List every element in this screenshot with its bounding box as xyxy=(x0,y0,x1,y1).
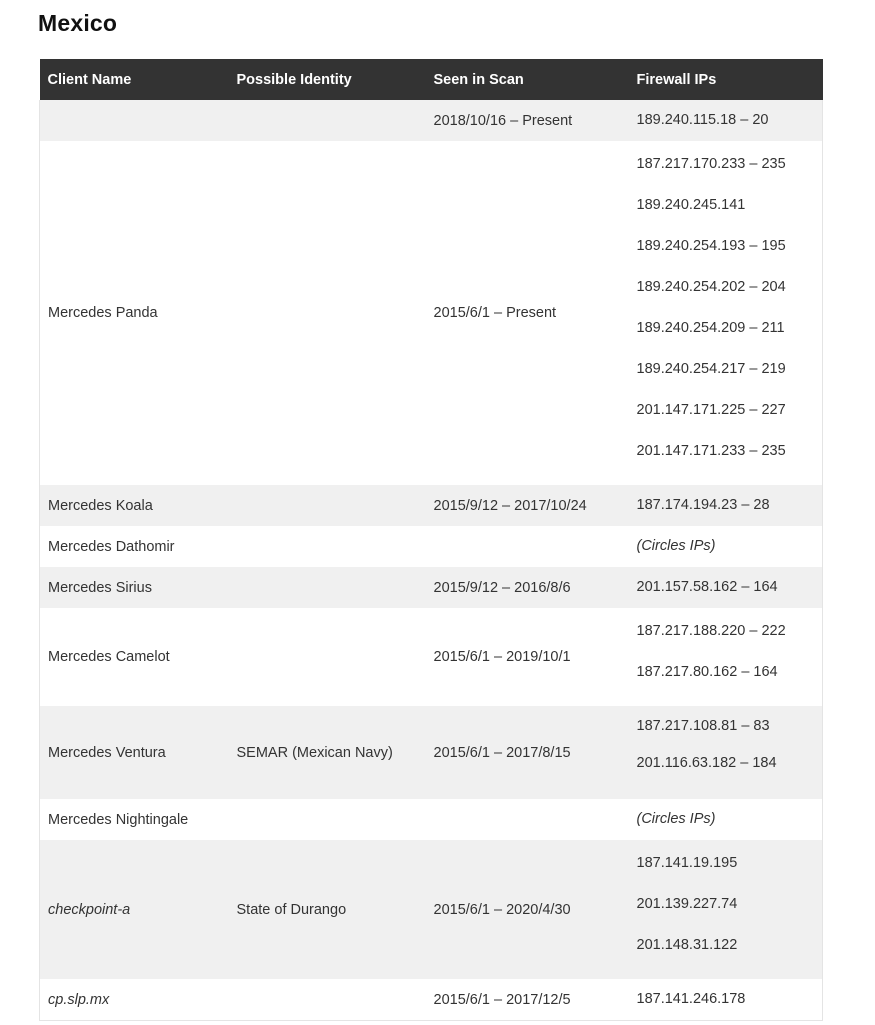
cell-possible-identity xyxy=(229,799,426,840)
cell-possible-identity xyxy=(229,485,426,526)
table-row xyxy=(40,485,823,526)
column-header-client-name: Client Name xyxy=(40,59,229,100)
cell-client-name: Mercedes Koala xyxy=(40,485,229,526)
cell-seen-in-scan: 2015/6/1 – 2017/12/5 xyxy=(426,979,629,1021)
cell-firewall-ips xyxy=(629,141,823,485)
ip-entry: 201.157.58.162 – 164 xyxy=(636,579,778,595)
cell-possible-identity xyxy=(229,100,426,141)
cell-client-name: checkpoint-a xyxy=(40,840,229,979)
ip-entry: 201.148.31.122 xyxy=(636,936,738,953)
cell-possible-identity: State of Durango xyxy=(229,840,426,979)
ip-list xyxy=(637,979,815,1020)
table-row xyxy=(40,840,823,979)
ip-list xyxy=(637,706,815,788)
cell-firewall-ips xyxy=(629,706,823,799)
column-header-seen-in-scan: Seen in Scan xyxy=(426,59,629,100)
cell-client-name: Mercedes Nightingale xyxy=(40,799,229,840)
table-row xyxy=(40,706,823,799)
cell-client-name: Mercedes Ventura xyxy=(40,706,229,799)
cell-possible-identity xyxy=(229,526,426,567)
cell-possible-identity xyxy=(229,979,426,1021)
firewall-table xyxy=(39,59,823,1021)
ip-entry: 189.240.254.217 – 219 xyxy=(636,360,786,377)
cell-seen-in-scan: 2018/10/16 – Present xyxy=(426,100,629,141)
ip-list xyxy=(637,799,815,840)
ip-list xyxy=(637,144,815,472)
cell-seen-in-scan: 2015/6/1 – 2019/10/1 xyxy=(426,608,629,706)
ip-entry: 189.240.254.193 – 195 xyxy=(636,237,786,254)
cell-seen-in-scan: 2015/9/12 – 2017/10/24 xyxy=(426,485,629,526)
ip-list xyxy=(637,526,815,567)
table-row xyxy=(40,567,823,608)
ip-entry: 201.116.63.182 – 184 xyxy=(636,755,777,771)
table-row xyxy=(40,526,823,567)
table-row xyxy=(40,979,823,1021)
ip-entry: (Circles IPs) xyxy=(636,811,716,827)
page-title: Mexico xyxy=(38,10,118,36)
cell-client-name: Mercedes Panda xyxy=(40,141,229,485)
cell-firewall-ips xyxy=(629,799,823,840)
ip-entry: 187.141.19.195 xyxy=(636,854,738,871)
ip-entry: 187.217.170.233 – 235 xyxy=(636,155,786,172)
table-row xyxy=(40,141,823,485)
ip-entry: 189.240.115.18 – 20 xyxy=(636,112,769,128)
cell-seen-in-scan xyxy=(426,526,629,567)
cell-seen-in-scan: 2015/6/1 – Present xyxy=(426,141,629,485)
cell-firewall-ips xyxy=(629,567,823,608)
column-header-firewall-ips: Firewall IPs xyxy=(629,59,823,100)
table-body xyxy=(40,100,823,1021)
ip-entry: (Circles IPs) xyxy=(636,538,716,554)
ip-list xyxy=(637,485,815,526)
ip-entry: 201.147.171.233 – 235 xyxy=(636,442,786,459)
ip-entry: 189.240.245.141 xyxy=(636,196,746,213)
cell-possible-identity xyxy=(229,567,426,608)
cell-seen-in-scan: 2015/9/12 – 2016/8/6 xyxy=(426,567,629,608)
ip-entry: 189.240.254.202 – 204 xyxy=(636,278,786,295)
ip-list xyxy=(637,567,815,608)
cell-possible-identity: SEMAR (Mexican Navy) xyxy=(229,706,426,799)
cell-possible-identity xyxy=(229,608,426,706)
ip-list xyxy=(637,843,815,966)
table-row xyxy=(40,608,823,706)
table-header xyxy=(40,59,823,100)
cell-firewall-ips xyxy=(629,526,823,567)
ip-entry: 189.240.254.209 – 211 xyxy=(636,319,785,336)
cell-client-name: Mercedes Dathomir xyxy=(40,526,229,567)
ip-entry: 187.217.80.162 – 164 xyxy=(636,663,778,680)
cell-seen-in-scan: 2015/6/1 – 2017/8/15 xyxy=(426,706,629,799)
cell-seen-in-scan xyxy=(426,799,629,840)
table-row xyxy=(40,100,823,141)
ip-entry: 187.217.188.220 – 222 xyxy=(636,622,786,639)
cell-client-name: Mercedes Sirius xyxy=(40,567,229,608)
ip-entry: 201.139.227.74 xyxy=(636,895,738,912)
ip-list xyxy=(637,611,815,693)
cell-firewall-ips xyxy=(629,979,823,1021)
ip-entry: 187.141.246.178 xyxy=(636,991,746,1007)
cell-firewall-ips xyxy=(629,840,823,979)
cell-client-name: cp.slp.mx xyxy=(40,979,229,1021)
cell-possible-identity xyxy=(229,141,426,485)
cell-firewall-ips xyxy=(629,608,823,706)
cell-client-name: Mercedes Camelot xyxy=(40,608,229,706)
ip-entry: 201.147.171.225 – 227 xyxy=(636,401,786,418)
ip-list xyxy=(637,100,815,141)
table-row xyxy=(40,799,823,840)
ip-entry: 187.217.108.81 – 83 xyxy=(636,718,770,734)
header-row xyxy=(40,59,823,100)
cell-firewall-ips xyxy=(629,100,823,141)
cell-client-name xyxy=(40,100,229,141)
column-header-possible-identity: Possible Identity xyxy=(229,59,426,100)
cell-firewall-ips xyxy=(629,485,823,526)
cell-seen-in-scan: 2015/6/1 – 2020/4/30 xyxy=(426,840,629,979)
ip-entry: 187.174.194.23 – 28 xyxy=(636,497,770,513)
